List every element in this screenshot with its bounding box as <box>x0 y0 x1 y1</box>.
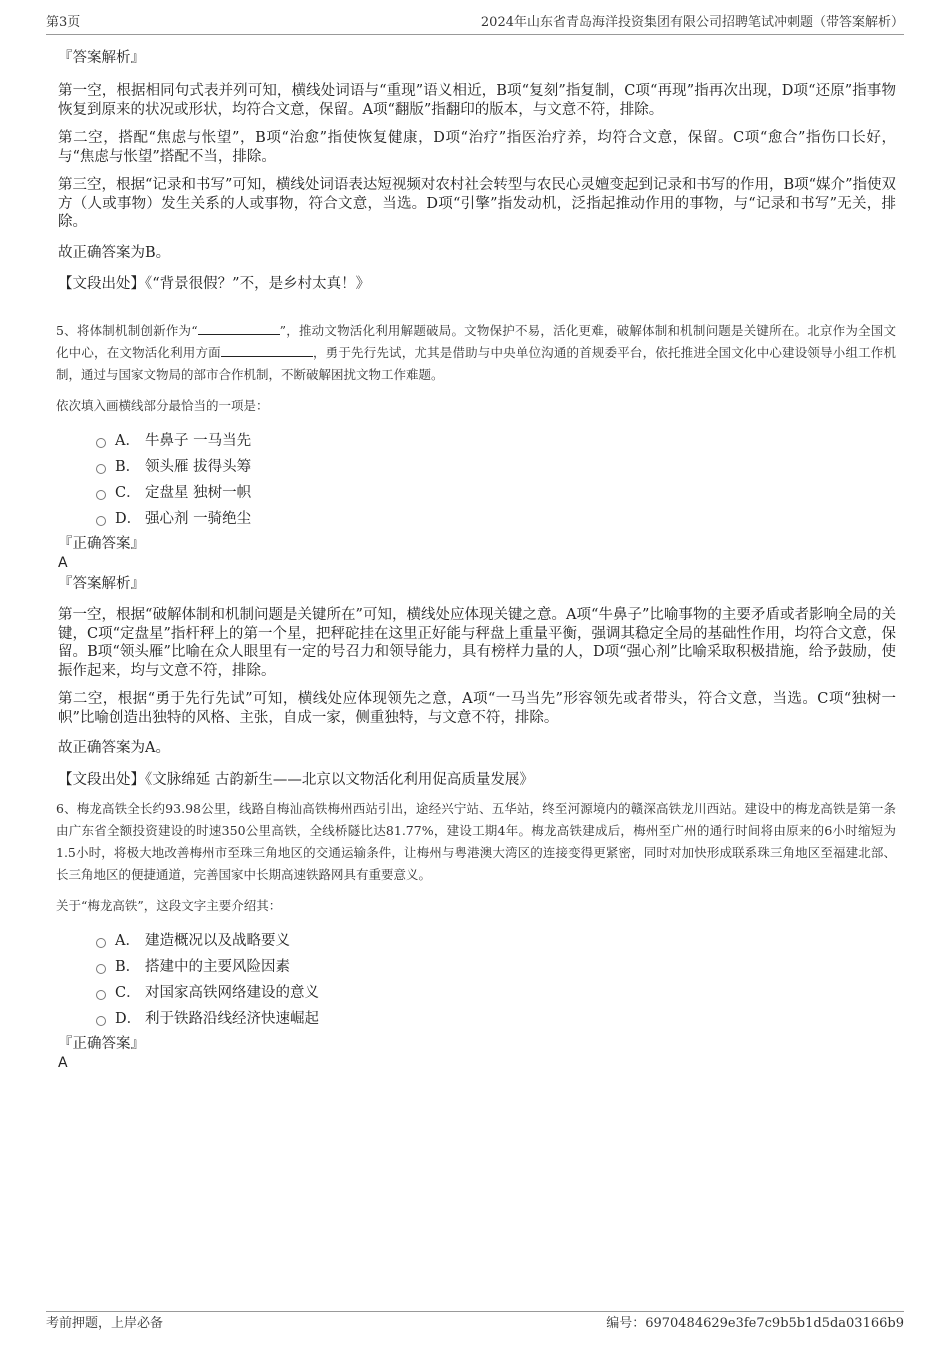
radio-icon[interactable] <box>96 1016 106 1026</box>
q5-prompt: 依次填入画横线部分最恰当的一项是： <box>56 398 269 413</box>
document-title: 2024年山东省青岛海洋投资集团有限公司招聘笔试冲刺题（带答案解析） <box>480 15 904 30</box>
question-6 <box>56 798 896 1072</box>
page-header <box>46 14 904 35</box>
q4-source: 【文段出处】《“背景很假？”不，是乡村太真！》 <box>58 276 371 292</box>
q4-analysis-label: 『答案解析』 <box>58 50 145 66</box>
q5-source: 【文段出处】《文脉绵延 古韵新生——北京以文物活化利用促高质量发展》 <box>58 771 534 788</box>
radio-icon[interactable] <box>96 964 106 974</box>
q6-prompt: 关于“梅龙高铁”，这段文字主要介绍其： <box>56 897 282 913</box>
page-number: 第3页 <box>46 15 81 30</box>
radio-icon[interactable] <box>96 990 106 1000</box>
q6-stem: 6、梅龙高铁全长约93.98公里，线路自梅汕高铁梅州西站引出，途经兴宁站、五华站，终至河源境内的赣深高铁龙川西站。建设中的梅龙高铁是第一条由广东省全额投资建设的时速350公里高铁，全线桥隧比达81.77%，建设工期4年。梅龙高铁建成后，梅州至广州的通行时间将由原来的6小时缩短为1.5小时，将极大地改善梅州市至珠三角地区的交通运输条件，让梅州与粤港澳大湾区的连接变得更紧密，同时对加快形成联系珠三角地区至福建北部、长三角地区的便捷通道，完善国家中长期高速铁路网具有重要意义。 <box>56 800 896 882</box>
radio-icon[interactable] <box>96 438 106 448</box>
q6-option-b[interactable]: B． 搭建中的主要风险因素 <box>96 954 896 980</box>
q4-analysis-p3: 第三空，根据“记录和书写”可知，横线处词语表达短视频对农村社会转型与农民心灵嬗变起到记录和书写的作用，B项“媒介”指使双方（人或事物）发生关系的人或事物，符合文意，当选。D项“引擎”指发动机，泛指起推动作用的事物，与“记录和书写”无关，排除。 <box>58 177 896 230</box>
q6-answer: A <box>58 1054 68 1071</box>
q6-option-c[interactable]: C． 对国家高铁网络建设的意义 <box>96 980 896 1006</box>
q5-blank-2 <box>221 344 313 357</box>
q5-option-a[interactable]: A． 牛鼻子 一马当先 <box>96 428 896 454</box>
q5-options <box>56 428 896 532</box>
document-serial: 编号：6970484629e3fe7c9b5b1d5da03166b9 <box>606 1316 904 1331</box>
radio-icon[interactable] <box>96 490 106 500</box>
q5-conclusion: 故正确答案为A。 <box>58 740 170 756</box>
radio-icon[interactable] <box>96 464 106 474</box>
q6-option-a[interactable]: A． 建造概况以及战略要义 <box>96 928 896 954</box>
q5-option-d[interactable]: D． 强心剂 一骑绝尘 <box>96 506 896 532</box>
page-footer <box>46 1311 904 1334</box>
q4-analysis-p2: 第二空，搭配“焦虑与怅望”，B项“治愈”指使恢复健康，D项“治疗”指医治疗养，均符合文意，保留。C项“愈合”指伤口长好，与“焦虑与怅望”搭配不当，排除。 <box>58 130 896 165</box>
radio-icon[interactable] <box>96 938 106 948</box>
document-body <box>56 44 896 1072</box>
q5-analysis-label: 『答案解析』 <box>58 576 145 592</box>
radio-icon[interactable] <box>96 516 106 526</box>
q6-answer-label: 『正确答案』 <box>58 1035 145 1052</box>
q6-option-d[interactable]: D． 利于铁路沿线经济快速崛起 <box>96 1006 896 1032</box>
q5-blank-1 <box>198 322 280 335</box>
q5-option-b[interactable]: B． 领头雁 拔得头筹 <box>96 454 896 480</box>
q5-analysis-p2: 第二空，根据“勇于先行先试”可知，横线处应体现领先之意，A项“一马当先”形容领先或者带头，符合文意，当选。C项“独树一帜”比喻创造出独特的风格、主张，自成一家，侧重独特，与文意不符，排除。 <box>58 691 896 726</box>
q5-answer: A <box>58 555 68 571</box>
q5-analysis-p1: 第一空，根据“破解体制和机制问题是关键所在”可知，横线处应体现关键之意。A项“牛鼻子”比喻事物的主要矛盾或者影响全局的关键，C项“定盘星”指杆秤上的第一个星，把秤砣挂在这里正好能与秤盘上重量平衡，强调其稳定全局的基础性作用，均符合文意，保留。B项“领头雁”比喻在众人眼里有一定的号召力和领导能力，具有榜样力量的人，D项“强心剂”比喻采取积极措施，给予鼓励，使振作起来，均与文意不符，排除。 <box>58 607 896 679</box>
q5-stem: 5、将体制机制创新作为“ ”，推动文物活化利用解题破局。文物保护不易，活化更难，破解体制和机制问题是关键所在。北京作为全国文化中心，在文物活化利用方面 ，勇于先行先试，尤其是借助与中央单位沟通的首规委平台，依托推进全国文化中心建设领导小组工作机制，通过与国家文物局的部市合作机制，不断破解困扰文物工作难题。 <box>56 323 896 382</box>
footer-slogan: 考前押题，上岸必备 <box>46 1316 164 1331</box>
q6-options <box>56 928 896 1032</box>
q5-option-c[interactable]: C． 定盘星 独树一帜 <box>96 480 896 506</box>
question-5 <box>56 320 896 790</box>
q4-analysis-p1: 第一空，根据相同句式表并列可知，横线处词语与“重现”语义相近，B项“复刻”指复制，C项“再现”指再次出现，D项“还原”指事物恢复到原来的状况或形状，均符合文意，保留。A项“翻版”指翻印的版本，与文意不符，排除。 <box>58 83 896 118</box>
q4-conclusion: 故正确答案为B。 <box>58 244 171 261</box>
q4-analysis-section <box>56 48 896 294</box>
q5-answer-label: 『正确答案』 <box>58 536 145 552</box>
